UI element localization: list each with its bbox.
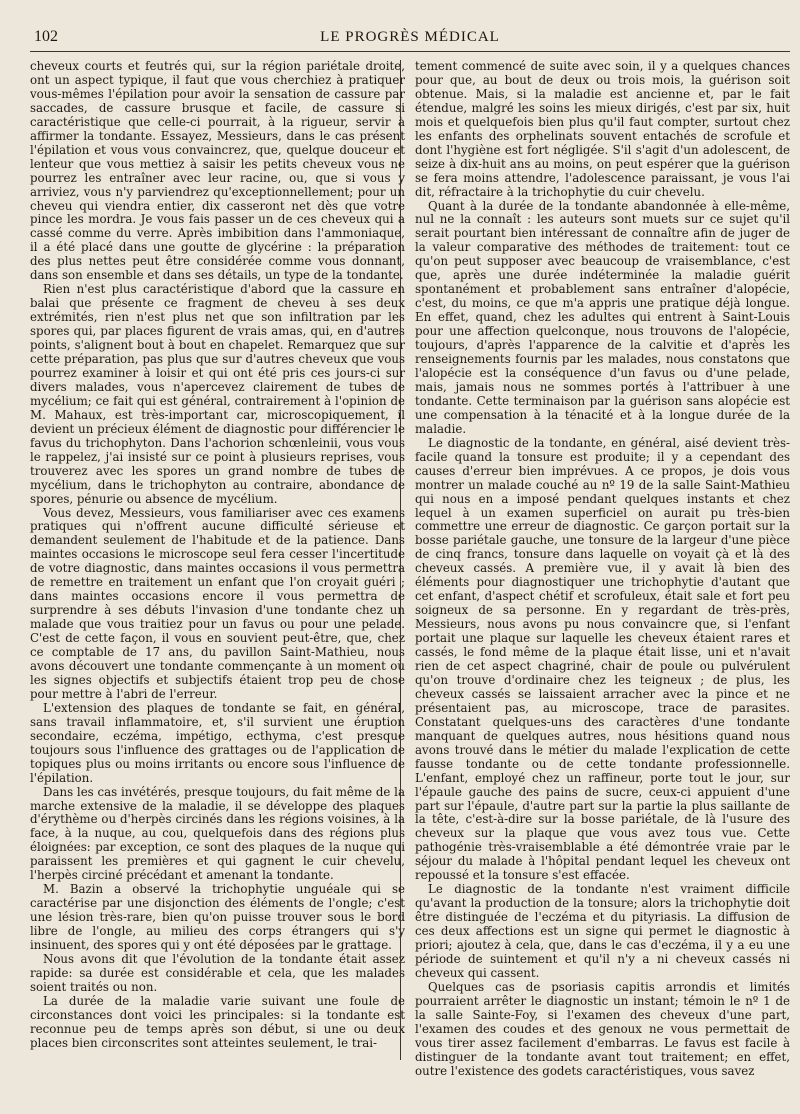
- page-number: 102: [34, 28, 58, 45]
- paragraph: L'extension des plaques de tondante se fait, en général, sans travail inflammatoire, et, s'il survient une éruption secondaire, eczéma, impétigo, ecthyma, c'est presque toujours sous l'influence des grattages ou de l'application de topiques plus ou moins irritants ou encore sous l'influence de l'épilation.: [30, 700, 405, 785]
- page-header: [30, 28, 790, 50]
- paragraph: Quant à la durée de la tondante abandonnée à elle-même, nul ne la connaît : les auteurs sont muets sur ce sujet qu'il serait pourtant bien intéressant de connaître afin de juger de la valeur comparative des méthodes de traitement: tout ce qu'on peut supposer avec beaucoup de vraisemblance, c'est que, après une durée indéterminée la maladie guérit spontanément et probablement sans entraîner d'alopécie, c'est, du moins, ce que m'a appris une pratique déjà longue. En effet, quand, chez les adultes qui entrent à Saint-Louis pour une affection quelconque, nous trouvons de l'alopécie, toujours, d'après l'apparence de la calvitie et d'après les renseignements fournis par les malades, nous constatons que l'alopécie est la conséquence d'un favus ou d'une pelade, mais, jamais nous ne sommes portés à l'attribuer à une tondante. Cette terminaison par la guérison sans alopécie est une compensation à la ténacité et à la longue durée de la maladie.: [415, 198, 790, 436]
- paragraph: Le diagnostic de la tondante n'est vraiment difficile qu'avant la production de la tonsure; alors la trichophytie doit être distinguée de l'eczéma et du pityriasis. La diffusion de ces deux affections est un signe qui permet le diagnostic à priori; ajoutez à cela, que, dans le cas d'eczéma, il y a eu une période de suintement et qu'il n'y a ni cheveux cassés ni cheveux qui cassent.: [415, 882, 790, 980]
- paragraph: La durée de la maladie varie suivant une foule de circonstances dont voici les principales: si la tondante est reconnue peu de temps après son début, si une ou deux places bien circonscrites sont atteintes seulement, le trai-: [30, 993, 405, 1050]
- left-column: [30, 60, 405, 1110]
- paragraph: tement commencé de suite avec soin, il y a quelques chances pour que, au bout de deux ou trois mois, la guérison soit obtenue. Mais, si la maladie est ancienne et, par le fait étendue, malgré les soins les mieux dirigés, c'est par six, huit mois et quelquefois bien plus qu'il faut compter, surtout chez les enfants des orphelinats souvent entachés de scrofule et dont l'hygiène est fort négligée. S'il s'agit d'un adolescent, de seize à dix-huit ans au moins, on peut espérer que la guérison se fera moins attendre, l'adolescence paraissant, je vous l'ai dit, réfractaire à la trichophytie du cuir chevelu.: [415, 60, 790, 199]
- paragraph: Rien n'est plus caractéristique d'abord que la cassure en balai que présente ce fragment de cheveu à ses deux extrémités, rien n'est plus net que son infiltration par les spores qui, par places figurent de vrais amas, qui, en d'autres points, s'alignent bout à bout en chapelet. Remarquez que sur cette préparation, pas plus que sur d'autres cheveux que vous pourrez examiner à loisir et qui ont été pris ces jours-ci sur divers malades, vous n'apercevez clairement de tubes de mycélium; ce fait qui est général, contrairement à l'opinion de M. Mahaux, est très-important car, microscopiquement, il devient un précieux élément de diagnostic pour différencier le favus du trichophyton. Dans l'achorion schœnleinii, vous vous le rappelez, j'ai insisté sur ce point à plusieurs reprises, vous trouverez avec les spores un grand nombre de tubes de mycélium, dans le trichophyton au contraire, abondance de spores, pénurie ou absence de mycélium.: [30, 282, 405, 506]
- paragraph: M. Bazin a observé la trichophytie unguéale qui se caractérise par une disjonction des éléments de l'ongle; c'est une lésion très-rare, bien qu'on puisse trouver sous le bord libre de l'ongle, au milieu des corps étrangers qui s'y insinuent, des spores qui y ont été déposées par le grattage.: [30, 882, 405, 953]
- paragraph: Quelques cas de psoriasis capitis arrondis et limités pourraient arrêter le diagnostic un instant; témoin le nº 1 de la salle Sainte-Foy, si l'examen des cheveux d'une part, l'examen des coudes et des genoux ne vous permettait de vous tirer assez facilement d'embarras. Le favus est facile à distinguer de la tondante avant tout traitement; en effet, outre l'existence des godets caractéristiques, vous savez: [415, 979, 790, 1078]
- paragraph: Vous devez, Messieurs, vous familiariser avec ces examens pratiques qui n'offrent aucune difficulté sérieuse et demandent seulement de l'habitude et de la patience. Dans maintes occasions le microscope seul fera cesser l'incertitude de votre diagnostic, dans maintes occasions il vous permettra de remettre en traitement un enfant que l'on croyait guéri ; dans maintes occasions encore il vous permettra de surprendre à ses débuts l'invasion d'une tondante chez un malade que vous traitiez pour un favus ou pour une pelade. C'est de cette façon, il vous en souvient peut-être, que, chez ce comptable de 17 ans, du pavillon Saint-Mathieu, nous avons découvert une tondante commençante à un moment où les signes objectifs et subjectifs étaient trop peu de chose pour mettre à l'abri de l'erreur.: [30, 505, 405, 701]
- running-title: LE PROGRÈS MÉDICAL: [320, 29, 500, 45]
- paragraph: Dans les cas invétérés, presque toujours, du fait même de la marche extensive de la maladie, il se développe des plaques d'érythème ou d'herpès circinés dans les régions voisines, à la face, à la nuque, au cou, quelquefois dans des régions plus éloignées: par exception, ce sont des plaques de la nuque qui paraissent les premières et qui gagnent le cuir chevelu, l'herpès circiné précédant et amenant la tondante.: [30, 784, 405, 883]
- paragraph: cheveux courts et feutrés qui, sur la région pariétale droite, ont un aspect typique, il faut que vous cherchiez à pratiquer vous-mêmes l'épilation pour avoir la sensation de cassure par saccades, de cassure brusque et facile, de cassure si caractéristique que celle-ci pourrait, à la rigueur, servir à affirmer la tondante. Essayez, Messieurs, dans le cas présent l'épilation et vous vous convaincrez, que, quelque douceur et lenteur que vous mettiez à saisir les petits cheveux vous ne pourrez les entraîner avec leur racine, ou, que si vous y arriviez, vous n'y parviendrez qu'exceptionnellement; pour un cheveu qui viendra entier, dix casseront net dès que votre pince les mordra. Je vous fais passer un de ces cheveux qui a cassé comme du verre. Après imbibition dans l'ammoniaque, il a été placé dans une goutte de glycérine : la préparation des plus nettes peut être considérée comme vous donnant, dans son ensemble et dans ses détails, un type de la tondante.: [30, 60, 405, 283]
- paragraph: Le diagnostic de la tondante, en général, aisé devient très-facile quand la tonsure est produite; il y a cependant des causes d'erreur bien imprévues. A ce propos, je dois vous montrer un malade couché au nº 19 de la salle Saint-Mathieu qui nous en a imposé pendant quelques instants et chez lequel à un examen superficiel on aurait pu très-bien commettre une erreur de diagnostic. Ce garçon portait sur la bosse pariétale gauche, une tonsure de la largeur d'une pièce de cinq francs, tonsure dans laquelle on voyait çà et là des cheveux cassés. A première vue, il y avait là bien des éléments pour diagnostiquer une trichophytie d'autant que cet enfant, d'aspect chétif et scrofuleux, était sale et fort peu soigneux de sa personne. En y regardant de très-près, Messieurs, nous avons pu nous convaincre que, si l'enfant portait une plaque sur laquelle les cheveux étaient rares et cassés, le fond même de la plaque était lisse, uni et n'avait rien de cet aspect chagriné, chair de poule ou pulvérulent qu'on trouve d'ordinaire chez les teigneux ; de plus, les cheveux cassés se laissaient arracher avec la pince et ne présentaient pas, au microscope, trace de parasites. Constatant quelques-uns des caractères d'une tondante manquant de quelques autres, nous hésitions quand nous avons trouvé dans le métier du malade l'explication de cette fausse tondante ou de cette tondante professionnelle. L'enfant, employé chez un raffineur, porte tout le jour, sur l'épaule gauche des pains de sucre, ceux-ci appuient d'une part sur l'épaule, d'autre part sur la partie la plus saillante de la tête, c'est-à-dire sur la bosse pariétale, de là l'usure des cheveux sur la plaque que vous avez tous vue. Cette pathogénie très-vraisemblable a été démontrée vraie par le séjour du malade à l'hôpital pendant lequel les cheveux ont repoussé et la tonsure s'est effacée.: [415, 435, 790, 883]
- column-divider: [400, 60, 401, 1060]
- right-column: [415, 60, 790, 1110]
- header-rule: [30, 51, 790, 52]
- text-columns: [30, 60, 790, 1110]
- paragraph: Nous avons dit que l'évolution de la tondante était assez rapide: sa durée est considérable et cela, que les malades soient traités ou non.: [30, 952, 405, 994]
